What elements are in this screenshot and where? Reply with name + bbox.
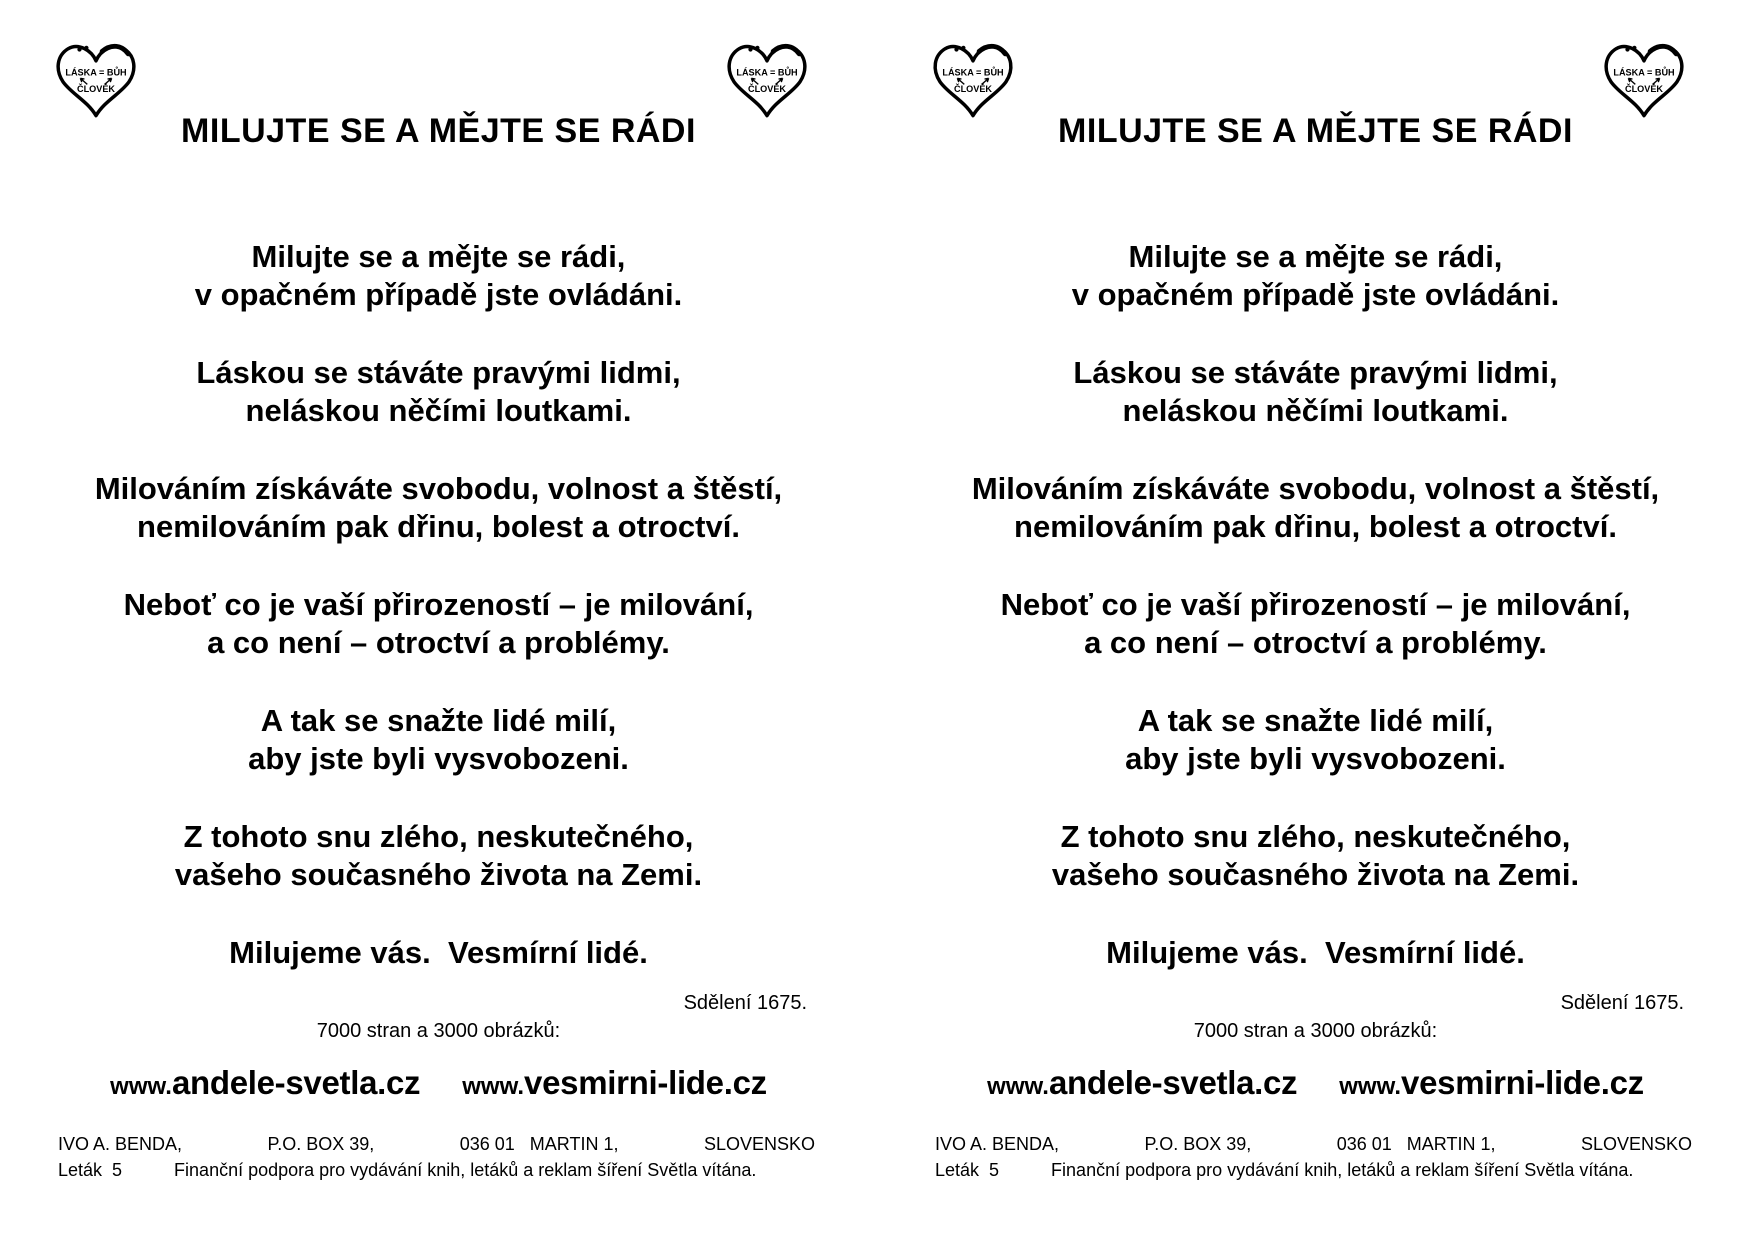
- poem-line: Z tohoto snu zlého, neskutečného,: [1060, 819, 1571, 854]
- heart-accent-stroke: [979, 46, 1005, 54]
- poem-line: neláskou něčími loutkami.: [1122, 393, 1509, 428]
- heart-text-clovek: ČLOVĚK: [747, 84, 787, 95]
- stanza: [877, 702, 1754, 778]
- heart-outline: [935, 47, 1011, 116]
- poem-line: v opačném případě jste ovládáni.: [194, 277, 683, 312]
- poem-line: v opačném případě jste ovládáni.: [1071, 277, 1560, 312]
- heart-dot: [1632, 46, 1636, 50]
- poem: [877, 238, 1754, 1012]
- poem-line: aby jste byli vysvobozeni.: [1125, 741, 1506, 776]
- heart-dot: [961, 46, 965, 50]
- heart-dot: [954, 47, 958, 51]
- stanza-signature: [877, 934, 1754, 972]
- footer-pobox: P.O. BOX 39,: [1144, 1134, 1252, 1154]
- poem-line: Neboť co je vaší přirozeností – je milování,: [123, 587, 754, 622]
- leaflet-title: MILUJTE SE A MĚJTE SE RÁDI: [1058, 112, 1573, 150]
- poem-line: Milujeme vás. Vesmírní lidé.: [229, 935, 648, 970]
- poem-line: nemilováním pak dřinu, bolest a otroctví.: [137, 509, 740, 544]
- heart-dot: [748, 47, 752, 51]
- heart-logo-left: [929, 40, 1017, 120]
- websites-row: [877, 1064, 1754, 1102]
- poem-line: neláskou něčími loutkami.: [245, 393, 632, 428]
- footer: [935, 1134, 1692, 1181]
- poem-line: Neboť co je vaší přirozeností – je milování,: [1000, 587, 1631, 622]
- poem-line: nemilováním pak dřinu, bolest a otroctví.: [1014, 509, 1617, 544]
- link-andele-svetla[interactable]: [110, 1064, 420, 1102]
- heart-outline: [729, 47, 805, 116]
- url-prefix: www.: [1339, 1073, 1402, 1100]
- footer-pobox: P.O. BOX 39,: [267, 1134, 375, 1154]
- heart-dot: [1625, 47, 1629, 51]
- footer-leaflet-number: Leták 5: [935, 1160, 1000, 1180]
- stanza: [0, 818, 877, 894]
- url-domain: andele-svetla.cz: [171, 1064, 421, 1101]
- footer-name: IVO A. BENDA,: [935, 1134, 1060, 1154]
- heart-dot: [77, 47, 81, 51]
- stanza: [0, 586, 877, 662]
- heart-logo-right: [723, 40, 811, 120]
- poem-line: A tak se snažte lidé milí,: [1137, 703, 1494, 738]
- heart-icon: [929, 40, 1017, 120]
- heart-dot: [84, 46, 88, 50]
- footer-leaflet-number: Leták 5: [58, 1160, 123, 1180]
- link-vesmirni-lide[interactable]: [1339, 1064, 1644, 1102]
- stanza: [0, 354, 877, 430]
- footer-support-text: Finanční podpora pro vydávání knih, letáků a reklam šíření Světla vítána.: [1051, 1160, 1634, 1180]
- heart-accent-stroke: [1650, 46, 1676, 54]
- leaflet-title: MILUJTE SE A MĚJTE SE RÁDI: [181, 112, 696, 150]
- poem: [0, 238, 877, 1012]
- footer-note: [58, 1160, 815, 1181]
- url-prefix: www.: [987, 1073, 1049, 1100]
- heart-text-clovek: ČLOVĚK: [1624, 84, 1664, 95]
- footer-address: [935, 1134, 1692, 1155]
- poem-line: Milujte se a mějte se rádi,: [1128, 239, 1503, 274]
- stanza: [877, 818, 1754, 894]
- poem-line: a co není – otroctví a problémy.: [1084, 625, 1547, 660]
- footer-country: SLOVENSKO: [1580, 1134, 1692, 1154]
- poem-line: a co není – otroctví a problémy.: [207, 625, 670, 660]
- stats-line: 7000 stran a 3000 obrázků:: [1193, 1020, 1438, 1042]
- footer-city: 036 01 MARTIN 1,: [459, 1134, 619, 1154]
- poem-line: A tak se snažte lidé milí,: [260, 703, 617, 738]
- heart-text-laska-buh: LÁSKA = BŮH: [65, 67, 127, 78]
- poem-line: Milujeme vás. Vesmírní lidé.: [1106, 935, 1525, 970]
- footer-city: 036 01 MARTIN 1,: [1336, 1134, 1496, 1154]
- heart-logo-left: [52, 40, 140, 120]
- stanza: [0, 702, 877, 778]
- poem-line: aby jste byli vysvobozeni.: [248, 741, 629, 776]
- url-domain: andele-svetla.cz: [1048, 1064, 1298, 1101]
- poem-line: vašeho současného života na Zemi.: [174, 857, 703, 892]
- poem-line: Milováním získáváte svobodu, volnost a štěstí,: [94, 471, 783, 506]
- websites-row: [0, 1064, 877, 1102]
- footer: [58, 1134, 815, 1181]
- poem-line: Milováním získáváte svobodu, volnost a štěstí,: [971, 471, 1660, 506]
- url-domain: vesmirni-lide.cz: [524, 1064, 767, 1101]
- heart-logo-right: [1600, 40, 1688, 120]
- poem-line: Milujte se a mějte se rádi,: [251, 239, 626, 274]
- poem-line: Láskou se stáváte pravými lidmi,: [1073, 355, 1558, 390]
- stanza: [0, 238, 877, 314]
- heart-icon: [1600, 40, 1688, 120]
- link-andele-svetla[interactable]: [987, 1064, 1297, 1102]
- poem-line: Láskou se stáváte pravými lidmi,: [196, 355, 681, 390]
- stanza-signature: [0, 934, 877, 972]
- footer-note: [935, 1160, 1692, 1181]
- heart-outline: [1606, 47, 1682, 116]
- link-vesmirni-lide[interactable]: [462, 1064, 767, 1102]
- heart-text-clovek: ČLOVĚK: [953, 84, 993, 95]
- heart-dot: [755, 46, 759, 50]
- stanza: [0, 470, 877, 546]
- footer-address: [58, 1134, 815, 1155]
- footer-support-text: Finanční podpora pro vydávání knih, letáků a reklam šíření Světla vítána.: [174, 1160, 757, 1180]
- heart-accent-stroke: [102, 46, 128, 54]
- leaflet-column: [877, 0, 1754, 1240]
- footer-name: IVO A. BENDA,: [58, 1134, 183, 1154]
- message-number: Sdělení 1675.: [1560, 992, 1684, 1014]
- heart-icon: [52, 40, 140, 120]
- poem-line: Z tohoto snu zlého, neskutečného,: [183, 819, 694, 854]
- url-prefix: www.: [110, 1073, 172, 1100]
- stanza: [877, 470, 1754, 546]
- footer-country: SLOVENSKO: [703, 1134, 815, 1154]
- url-prefix: www.: [462, 1073, 525, 1100]
- heart-text-laska-buh: LÁSKA = BŮH: [942, 67, 1004, 78]
- heart-accent-stroke: [773, 46, 799, 54]
- heart-text-laska-buh: LÁSKA = BŮH: [1613, 67, 1675, 78]
- stanza: [877, 238, 1754, 314]
- heart-icon: [723, 40, 811, 120]
- poem-line: vašeho současného života na Zemi.: [1051, 857, 1580, 892]
- heart-text-laska-buh: LÁSKA = BŮH: [736, 67, 798, 78]
- heart-text-clovek: ČLOVĚK: [76, 84, 116, 95]
- heart-outline: [58, 47, 134, 116]
- stanza: [877, 586, 1754, 662]
- stanza: [877, 354, 1754, 430]
- message-number: Sdělení 1675.: [683, 992, 807, 1014]
- url-domain: vesmirni-lide.cz: [1401, 1064, 1644, 1101]
- stats-line: 7000 stran a 3000 obrázků:: [316, 1020, 561, 1042]
